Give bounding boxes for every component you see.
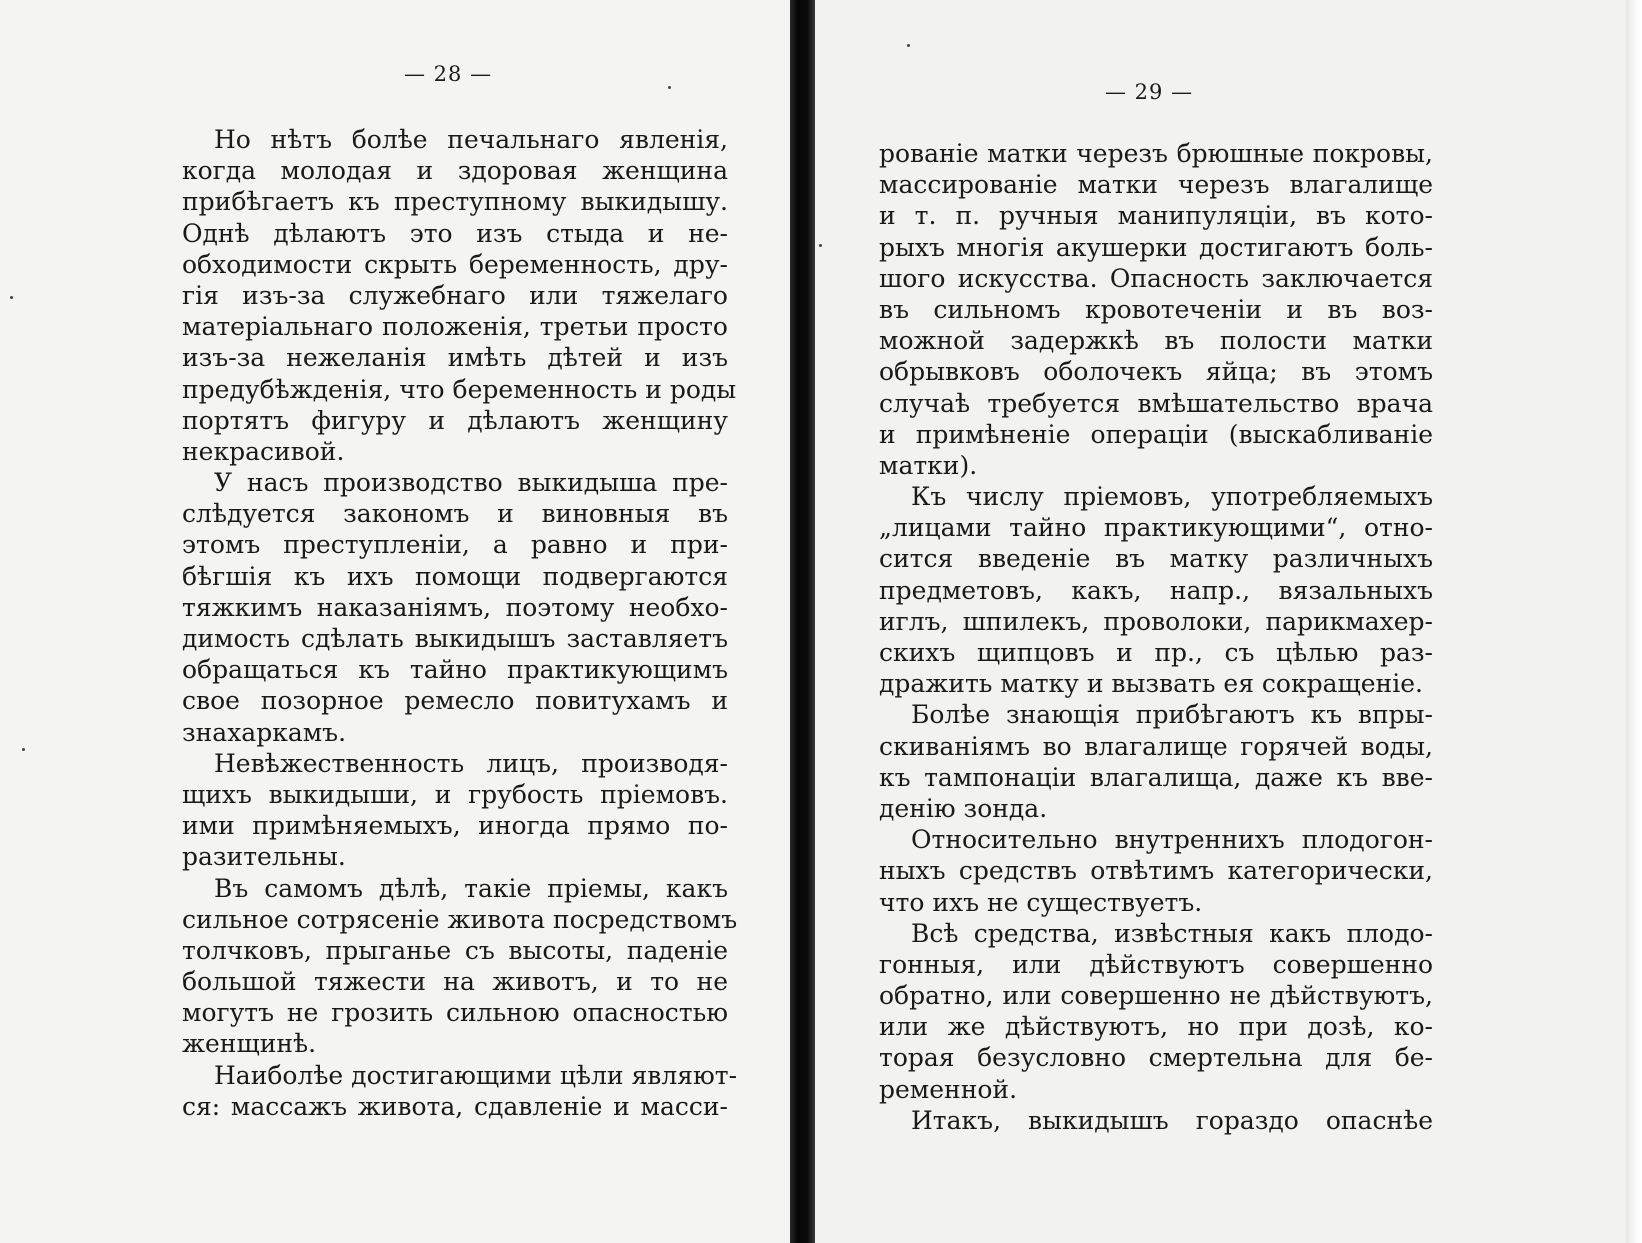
text-line: предметовъ, какъ, напр., вязальныхъ [879,575,1433,605]
text-line: тяжкимъ наказаніямъ, поэтому необхо- [182,592,728,622]
text-line: скихъ щипцовъ и пр., съ цѣлью раз- [879,638,1433,667]
text-line: свое позорное ремесло повитухамъ и [182,686,728,716]
paper-speck [668,86,671,89]
text-line: ими примѣняемыхъ, иногда прямо по- [182,811,728,841]
text-line: въ сильномъ кровотеченіи и въ воз- [879,294,1433,324]
text-line: Въ самомъ дѣлѣ, такіе пріемы, какъ [214,873,728,903]
text-line: массированіе матки черезъ влагалище [879,170,1433,200]
text-line: шого искусства. Опасность заключается [879,263,1433,293]
text-line: обрывковъ оболочекъ яйца; въ этомъ [879,357,1433,387]
text-line: сильное сотрясеніе живота посредствомъ [182,904,738,934]
page-edge [1626,0,1642,1243]
paper-speck [907,44,910,47]
book-gutter [790,0,815,1243]
text-line: слѣдуется закономъ и виновныя въ [182,499,728,529]
text-line: рыхъ многія акушерки достигаютъ боль- [879,232,1433,262]
text-line: изъ-за нежеланія имѣть дѣтей и изъ [182,343,728,373]
text-line: Наиболѣе достигающими цѣли являют- [214,1060,738,1090]
text-line: бѣгшія къ ихъ помощи подвергаются [182,561,728,591]
text-line: прибѣгаетъ къ преступному выкидышу. [182,187,728,217]
text-line: ныхъ средствъ отвѣтимъ категорически, [879,856,1433,886]
page-number: — 28 — [404,62,493,86]
text-line: торая безусловно смертельна для бе- [879,1043,1433,1073]
paper-speck [10,296,13,299]
text-line: или же дѣйствуютъ, но при дозѣ, ко- [879,1012,1433,1042]
text-line: ся: массажъ живота, сдавленіе и масси- [182,1091,728,1121]
text-line: предубѣжденія, что беременность и роды [182,374,737,404]
right-page [815,0,1642,1243]
text-line: и т. п. ручныя манипуляціи, въ кото- [879,201,1433,231]
text-line: димость сдѣлать выкидышъ заставляетъ [182,624,728,653]
text-line: Невѣжественность лицъ, производя- [214,748,728,778]
text-line: Къ числу пріемовъ, употребляемыхъ [911,482,1433,512]
text-line: когда молодая и здоровая женщина [182,156,728,186]
text-line: денію зонда. [879,793,1048,823]
paper-speck [819,244,822,247]
text-line: портятъ фигуру и дѣлаютъ женщину [182,405,728,435]
text-line: Всѣ средства, извѣстныя какъ плодо- [911,918,1433,948]
text-line: некрасивой. [182,436,345,466]
text-line: сится введеніе въ матку различныхъ [879,544,1433,574]
text-line: скиваніямъ во влагалище горячей воды, [879,731,1433,761]
text-line: У насъ производство выкидыша пре- [214,468,728,498]
left-page [0,0,790,1243]
text-line: могутъ не грозить сильною опасностью [182,998,728,1028]
text-line: обратно, или совершенно не дѣйствуютъ, [879,981,1433,1011]
text-line: дражить матку и вызвать ея сокращеніе. [879,669,1423,699]
text-line: и примѣненіе операціи (выскабливаніе [879,419,1433,449]
text-line: разительны. [182,842,346,872]
text-line: „лицами тайно практикующими“, отно- [879,513,1433,543]
text-line: ременной. [879,1074,1018,1104]
text-line: гонныя, или дѣйствуютъ совершенно [879,949,1433,979]
page-text [879,138,1433,1136]
text-line: Итакъ, выкидышъ гораздо опаснѣе [911,1105,1433,1135]
text-line: что ихъ не существуетъ. [879,887,1203,917]
text-line: толчковъ, прыганье съ высоты, паденіе [182,935,728,965]
text-line: большой тяжести на животъ, и то не [182,967,728,997]
paper-speck [22,748,25,751]
text-line: этомъ преступленіи, а равно и при- [182,530,728,560]
page-text [182,124,738,1122]
text-line: иглъ, шпилекъ, проволоки, парикмахер- [879,606,1433,636]
text-line: женщинѣ. [182,1029,317,1059]
text-line: случаѣ требуется вмѣшательство врача [879,388,1433,418]
text-line: гія изъ-за служебнаго или тяжелаго [182,280,728,310]
text-line: знахаркамъ. [182,717,347,747]
text-line: Болѣе знающія прибѣгаютъ къ впры- [911,700,1433,730]
text-line: матеріальнаго положенія, третьи просто [182,312,728,342]
text-line: можной задержкѣ въ полости матки [879,326,1433,356]
text-line: матки). [879,450,978,480]
text-line: Относительно внутреннихъ плодогон- [911,825,1433,855]
text-line: рованіе матки черезъ брюшные покровы, [879,139,1433,168]
text-line: Однѣ дѣлаютъ это изъ стыда и не- [182,218,728,248]
text-line: обходимости скрыть беременность, дру- [182,249,728,279]
text-line: обращаться къ тайно практикующимъ [182,655,728,685]
text-line: Но нѣтъ болѣе печальнаго явленія, [214,125,728,154]
text-line: къ тампонаціи влагалища, даже къ вве- [879,762,1433,792]
page-number: — 29 — [1105,80,1194,104]
text-line: щихъ выкидыши, и грубость пріемовъ. [182,779,728,809]
